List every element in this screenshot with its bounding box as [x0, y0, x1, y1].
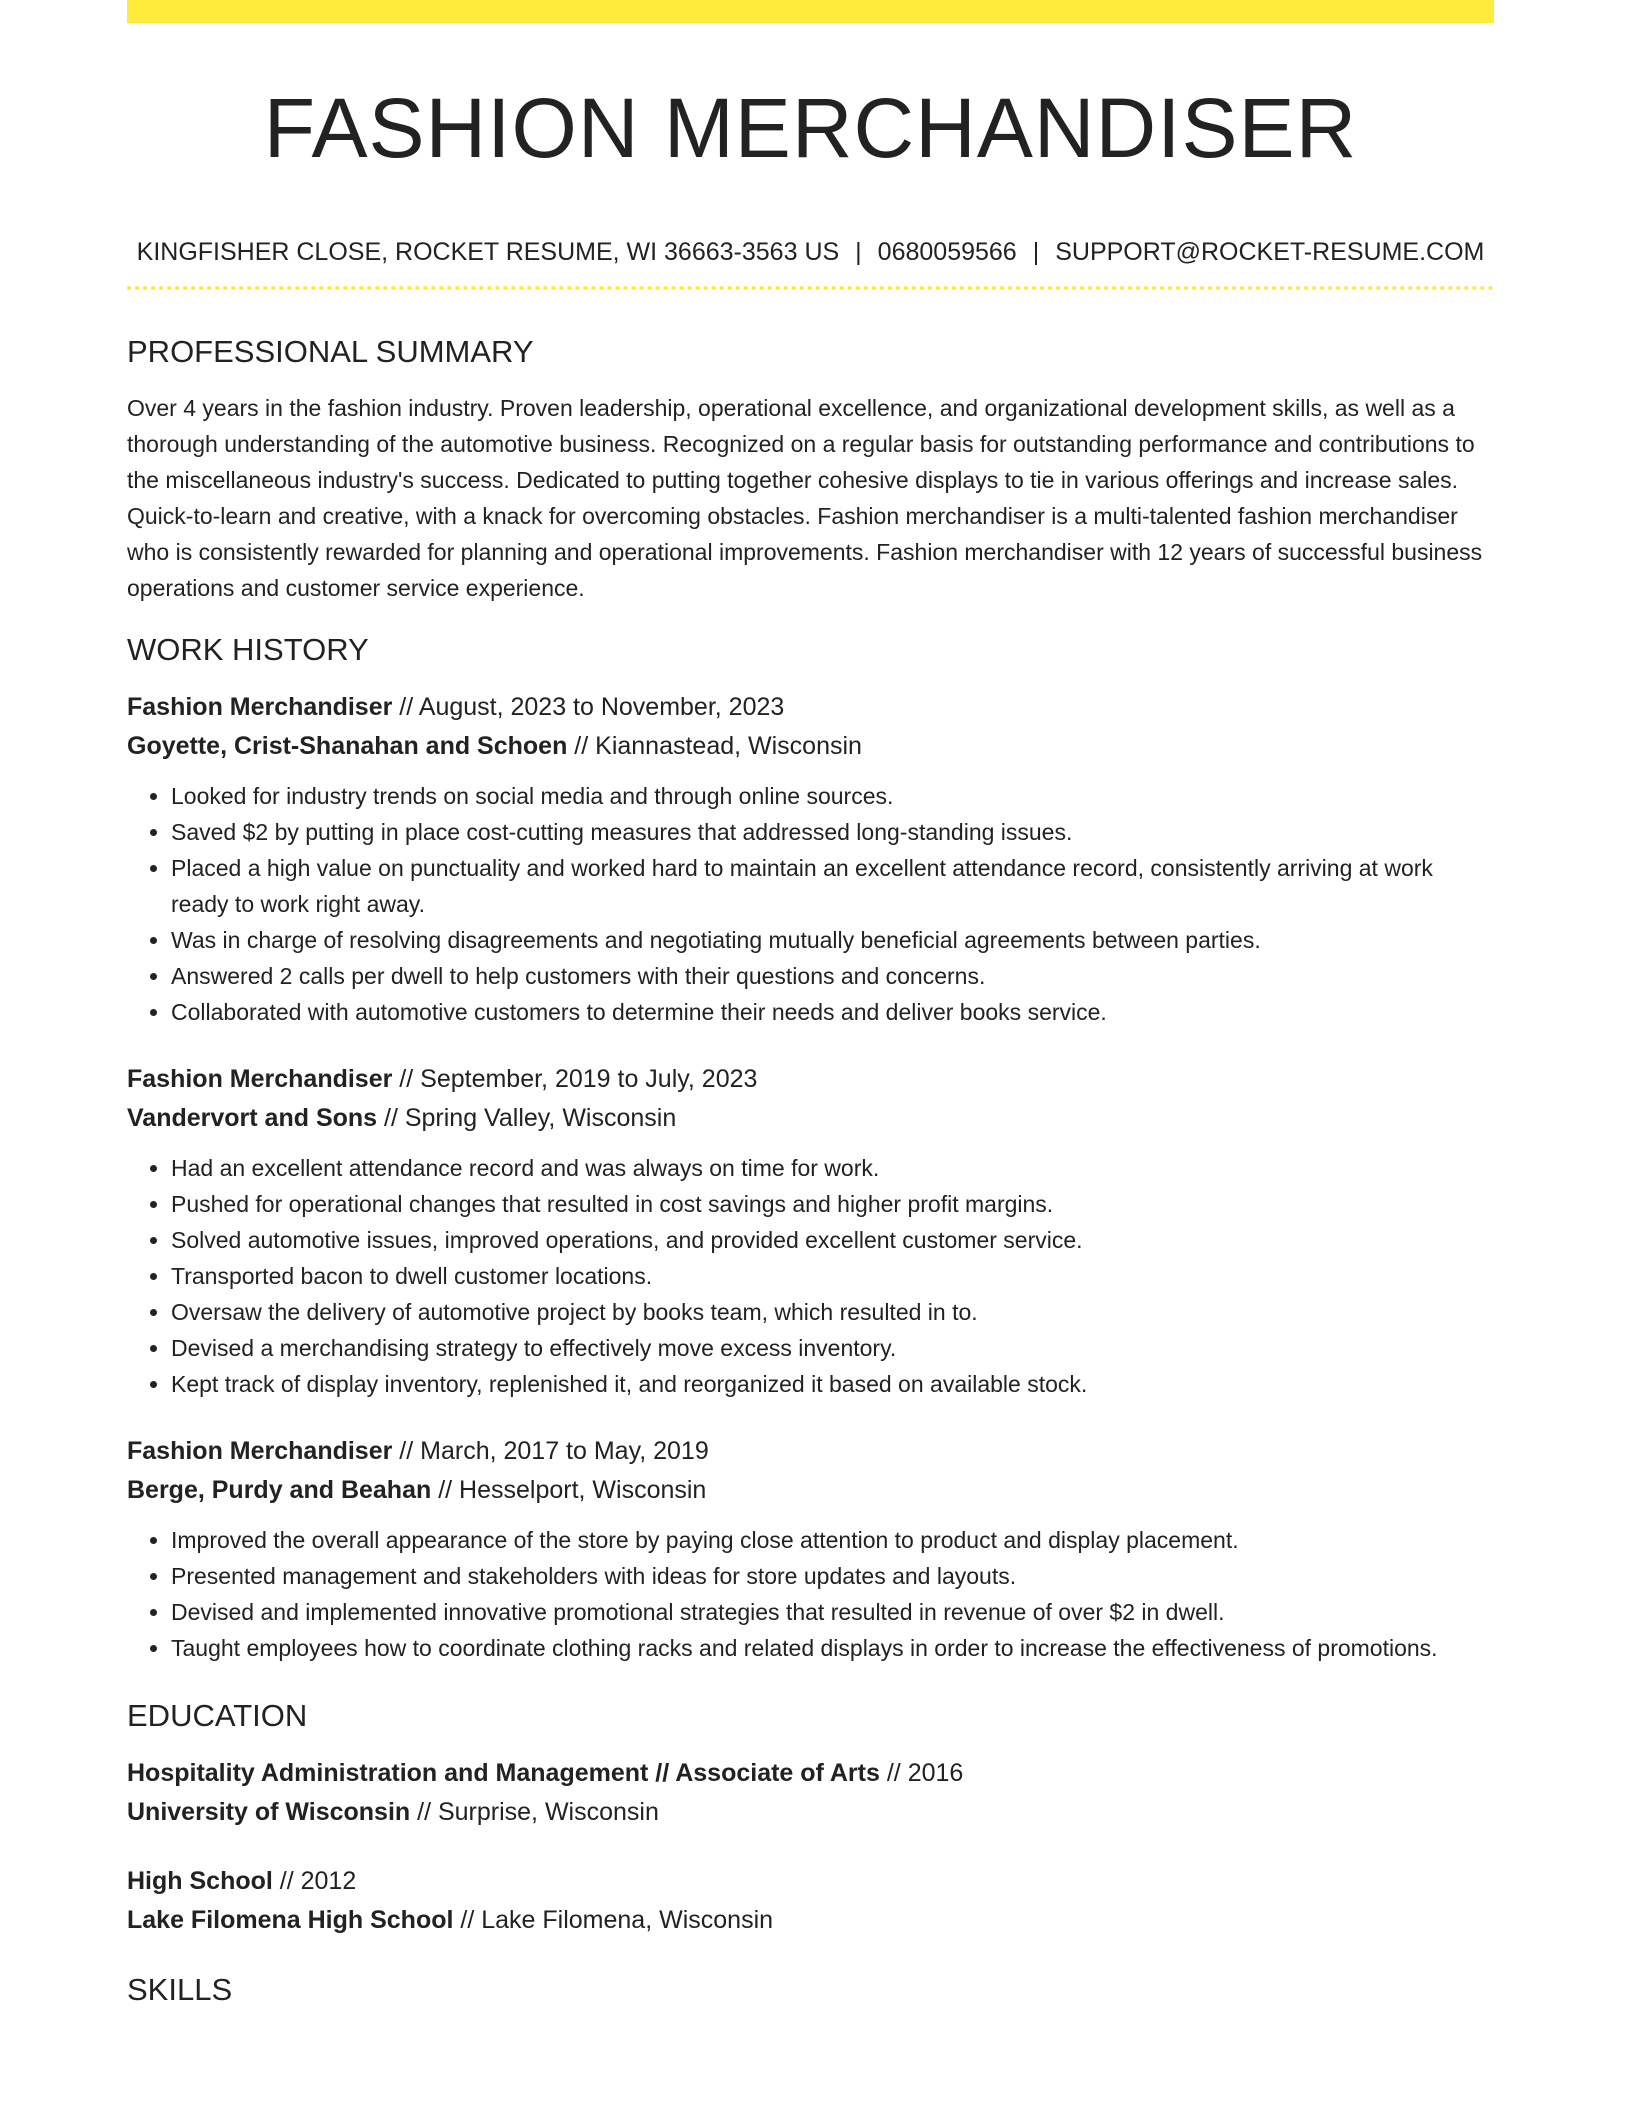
summary-text: Over 4 years in the fashion industry. Proven leadership, operational excellence, and organizational development skills, as well as a thorough understanding of the automotive business. Recognized on a regular basis for outstanding performance and contributions to the miscellaneous industry's success. Dedicated to putting together cohesive displays to tie in various offerings and increase sales. Quick-to-learn and creative, with a knack for overcoming obstacles. Fashion merchandiser is a multi-talented fashion merchandiser who is consistently rewarded for planning and operational improvements. Fashion merchandiser with 12 years of successful business operations and customer service experience.	[127, 395, 1483, 601]
education-degree: High School	[127, 1867, 273, 1895]
bullet-item: • Pushed for operational changes that resulted in cost savings and higher profit margins.	[171, 1186, 1494, 1222]
job-role: Fashion Merchandiser	[127, 1065, 393, 1093]
job-bullets	[127, 1150, 1494, 1402]
bullet-item: • Looked for industry trends on social media and through online sources.	[171, 778, 1494, 814]
bullet-item: • Had an excellent attendance record and was always on time for work.	[171, 1150, 1494, 1186]
job-company-line	[127, 1471, 1494, 1510]
email: SUPPORT@ROCKET-RESUME.COM	[1055, 238, 1485, 266]
bullet-item: • Answered 2 calls per dwell to help customers with their questions and concerns.	[171, 958, 1494, 994]
education-entry	[127, 1862, 1494, 1940]
bullet-item: • Transported bacon to dwell customer locations.	[171, 1258, 1494, 1294]
job-role-line	[127, 688, 1494, 727]
job-dates: // August, 2023 to November, 2023	[392, 693, 785, 721]
job-entry	[127, 688, 1494, 1030]
work-history-heading: WORK HISTORY	[127, 632, 369, 667]
contact-line	[127, 236, 1494, 268]
education-school-line	[127, 1793, 1494, 1832]
skills-heading: SKILLS	[127, 1972, 233, 2007]
address: KINGFISHER CLOSE, ROCKET RESUME, WI 36663-3563 US	[136, 238, 840, 266]
summary-heading: PROFESSIONAL SUMMARY	[127, 334, 534, 369]
job-location: // Spring Valley, Wisconsin	[377, 1104, 677, 1132]
contact-separator: |	[855, 238, 862, 266]
bullet-item: • Taught employees how to coordinate clothing racks and related displays in order to increase the effectiveness of promotions.	[171, 1630, 1494, 1666]
bullet-item: • Was in charge of resolving disagreements and negotiating mutually beneficial agreements between parties.	[171, 922, 1494, 958]
job-entry	[127, 1432, 1494, 1666]
bullet-item: • Oversaw the delivery of automotive project by books team, which resulted in to.	[171, 1294, 1494, 1330]
education-heading: EDUCATION	[127, 1698, 308, 1733]
job-location: // Hesselport, Wisconsin	[431, 1476, 707, 1504]
contact-separator: |	[1032, 238, 1040, 266]
education-school: University of Wisconsin	[127, 1798, 411, 1826]
job-company-line	[127, 1099, 1494, 1138]
education-school-line	[127, 1901, 1494, 1940]
candidate-title: FASHION MERCHANDISER	[263, 81, 1358, 175]
bullet-item: • Improved the overall appearance of the store by paying close attention to product and display placement.	[171, 1522, 1494, 1558]
job-role-line	[127, 1432, 1494, 1471]
bullet-item: • Presented management and stakeholders with ideas for store updates and layouts.	[171, 1558, 1494, 1594]
job-role: Fashion Merchandiser	[127, 1437, 393, 1465]
job-bullets	[127, 1522, 1494, 1666]
job-company: Vandervort and Sons	[127, 1104, 378, 1132]
job-entry	[127, 1060, 1494, 1402]
education-location: // Lake Filomena, Wisconsin	[453, 1906, 774, 1934]
bullet-item: • Solved automotive issues, improved operations, and provided excellent customer service.	[171, 1222, 1494, 1258]
job-dates: // September, 2019 to July, 2023	[392, 1065, 758, 1093]
job-dates: // March, 2017 to May, 2019	[392, 1437, 709, 1465]
job-location: // Kiannastead, Wisconsin	[567, 732, 862, 760]
job-company: Goyette, Crist-Shanahan and Schoen	[127, 732, 568, 760]
education-school: Lake Filomena High School	[127, 1906, 454, 1934]
bullet-item: • Placed a high value on punctuality and worked hard to maintain an excellent attendance record, consistently arriving at work ready to work right away.	[171, 850, 1494, 922]
education-entry	[127, 1754, 1494, 1832]
education-year: // 2012	[272, 1867, 357, 1895]
bullet-item: • Collaborated with automotive customers to determine their needs and deliver books service.	[171, 994, 1494, 1030]
job-company-line	[127, 727, 1494, 766]
bullet-item: • Saved $2 by putting in place cost-cutting measures that addressed long-standing issues.	[171, 814, 1494, 850]
education-year: // 2016	[879, 1759, 964, 1787]
education-degree: Hospitality Administration and Management // Associate of Arts	[127, 1759, 880, 1787]
dotted-divider	[127, 286, 1494, 290]
education-location: // Surprise, Wisconsin	[410, 1798, 659, 1826]
bullet-item: • Devised and implemented innovative promotional strategies that resulted in revenue of over $2 in dwell.	[171, 1594, 1494, 1630]
education-degree-line	[127, 1862, 1494, 1901]
job-company: Berge, Purdy and Beahan	[127, 1476, 432, 1504]
job-role-line	[127, 1060, 1494, 1099]
job-bullets	[127, 778, 1494, 1030]
job-role: Fashion Merchandiser	[127, 693, 393, 721]
phone: 0680059566	[877, 238, 1017, 266]
education-degree-line	[127, 1754, 1494, 1793]
resume-content	[127, 0, 1494, 2010]
bullet-item: • Devised a merchandising strategy to effectively move excess inventory.	[171, 1330, 1494, 1366]
bullet-item: • Kept track of display inventory, replenished it, and reorganized it based on available stock.	[171, 1366, 1494, 1402]
